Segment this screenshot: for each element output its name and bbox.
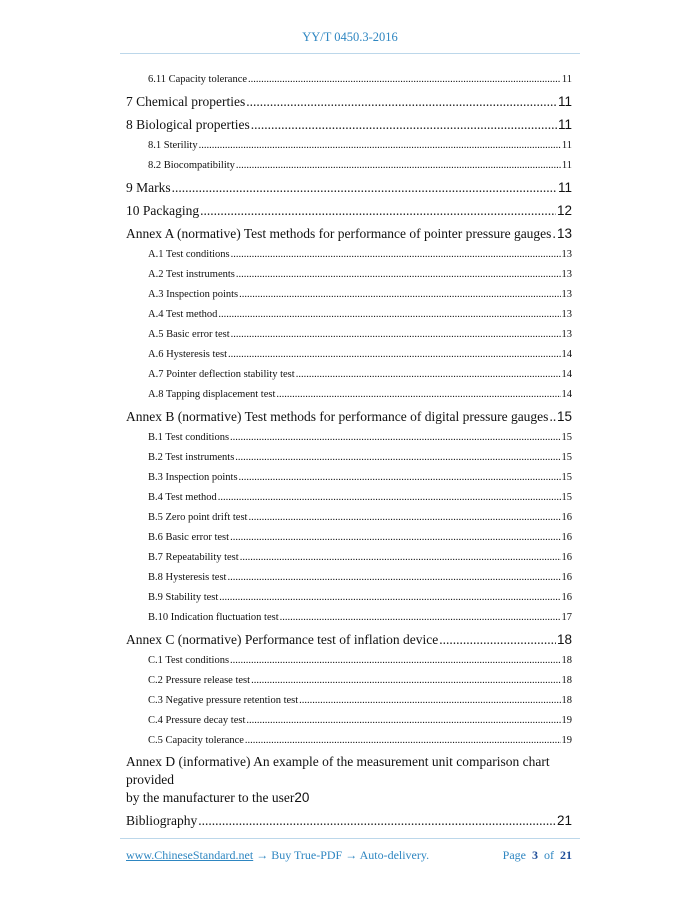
dot-leader bbox=[236, 156, 561, 176]
dot-leader bbox=[246, 711, 560, 731]
toc-entry[interactable] bbox=[126, 508, 572, 528]
toc-entry-page: 16 bbox=[561, 572, 572, 583]
toc-entry[interactable] bbox=[126, 70, 572, 90]
toc-entry-title: B.6 Basic error test bbox=[148, 532, 230, 543]
toc-entry-title: B.3 Inspection points bbox=[148, 472, 238, 483]
toc-entry-title: B.9 Stability test bbox=[148, 592, 219, 603]
dot-leader bbox=[198, 809, 556, 832]
toc-entry-title: 8.1 Sterility bbox=[148, 140, 198, 151]
toc-entry-title: B.1 Test conditions bbox=[148, 432, 230, 443]
toc-entry[interactable] bbox=[126, 548, 572, 568]
footer-divider bbox=[120, 838, 580, 839]
toc-entry[interactable] bbox=[126, 176, 572, 199]
toc-entry-title: A.3 Inspection points bbox=[148, 289, 239, 300]
toc-entry-title: Annex C (normative) Performance test of inflation device bbox=[126, 632, 439, 647]
toc-entry-title: 7 Chemical properties bbox=[126, 94, 246, 109]
toc-entry-title: A.2 Test instruments bbox=[148, 269, 235, 280]
toc-entry[interactable] bbox=[126, 448, 572, 468]
dot-leader bbox=[246, 90, 557, 113]
toc-entry-page: 14 bbox=[561, 369, 572, 380]
toc-entry-page: 16 bbox=[561, 592, 572, 603]
toc-entry[interactable] bbox=[126, 528, 572, 548]
toc-entry[interactable] bbox=[126, 385, 572, 405]
toc-entry-page: 11 bbox=[557, 94, 572, 109]
toc-entry-title: B.5 Zero point drift test bbox=[148, 512, 248, 523]
toc-entry-page: 14 bbox=[561, 389, 572, 400]
dot-leader bbox=[218, 488, 561, 508]
dot-leader bbox=[236, 265, 561, 285]
toc-entry-page: 13 bbox=[561, 329, 572, 340]
toc-entry-title: Bibliography bbox=[126, 813, 198, 828]
toc-entry-title: A.8 Tapping displacement test bbox=[148, 389, 276, 400]
toc-entry-title: A.5 Basic error test bbox=[148, 329, 230, 340]
toc-entry[interactable] bbox=[126, 608, 572, 628]
toc-entry-page: 13 bbox=[561, 249, 572, 260]
toc-entry-page: 13 bbox=[556, 226, 572, 241]
dot-leader bbox=[552, 222, 556, 245]
toc-entry-page: 13 bbox=[561, 269, 572, 280]
toc-entry[interactable] bbox=[126, 136, 572, 156]
footer bbox=[126, 848, 572, 863]
dot-leader bbox=[230, 428, 560, 448]
toc-entry-page: 18 bbox=[561, 655, 572, 666]
toc-entry-page: 19 bbox=[561, 715, 572, 726]
dot-leader bbox=[296, 365, 561, 385]
buy-text: → Buy True-PDF → Auto-delivery. bbox=[253, 848, 430, 862]
toc-entry-page: 13 bbox=[561, 289, 572, 300]
toc-entry-page: 20 bbox=[294, 790, 310, 805]
toc-entry-title: B.10 Indication fluctuation test bbox=[148, 612, 279, 623]
toc-entry-title: B.2 Test instruments bbox=[148, 452, 235, 463]
toc-entry-page: 15 bbox=[561, 452, 572, 463]
toc-entry-page: 11 bbox=[557, 180, 572, 195]
toc-entry-title: Annex A (normative) Test methods for performance of pointer pressure gauges bbox=[126, 226, 552, 241]
toc-entry[interactable] bbox=[126, 199, 572, 222]
toc-entry-title: 8 Biological properties bbox=[126, 117, 250, 132]
toc-entry-title-cont: by the manufacturer to the user bbox=[126, 790, 295, 805]
toc-entry[interactable] bbox=[126, 488, 572, 508]
toc-entry[interactable] bbox=[126, 285, 572, 305]
toc-entry[interactable] bbox=[126, 428, 572, 448]
toc-entry-page: 15 bbox=[561, 432, 572, 443]
dot-leader bbox=[439, 628, 556, 651]
toc-entry[interactable] bbox=[126, 90, 572, 113]
dot-leader bbox=[230, 528, 560, 548]
toc-entry-title: C.3 Negative pressure retention test bbox=[148, 695, 299, 706]
table-of-contents bbox=[126, 70, 572, 832]
toc-entry-page: 19 bbox=[561, 735, 572, 746]
toc-entry[interactable] bbox=[126, 468, 572, 488]
toc-entry-title: 9 Marks bbox=[126, 180, 171, 195]
dot-leader bbox=[219, 588, 560, 608]
toc-entry[interactable] bbox=[126, 305, 572, 325]
toc-entry[interactable] bbox=[126, 405, 572, 428]
toc-entry[interactable] bbox=[126, 568, 572, 588]
dot-leader bbox=[199, 136, 561, 156]
dot-leader bbox=[299, 691, 560, 711]
toc-entry[interactable] bbox=[126, 265, 572, 285]
toc-entry[interactable] bbox=[126, 809, 572, 832]
toc-entry-title: C.1 Test conditions bbox=[148, 655, 230, 666]
toc-entry-title: A.7 Pointer deflection stability test bbox=[148, 369, 295, 380]
toc-entry-title: Annex B (normative) Test methods for performance of digital pressure gauges bbox=[126, 409, 549, 424]
toc-entry-page: 11 bbox=[561, 140, 572, 151]
toc-entry-page: 15 bbox=[556, 409, 572, 424]
dot-leader bbox=[276, 385, 560, 405]
toc-entry-title: A.6 Hysteresis test bbox=[148, 349, 228, 360]
toc-entry-page: 18 bbox=[556, 632, 572, 647]
toc-entry[interactable] bbox=[126, 222, 572, 245]
toc-entry-page: 16 bbox=[561, 532, 572, 543]
toc-entry[interactable] bbox=[126, 365, 572, 385]
toc-entry[interactable] bbox=[126, 113, 572, 136]
toc-entry-title: A.4 Test method bbox=[148, 309, 218, 320]
toc-entry[interactable] bbox=[126, 345, 572, 365]
toc-entry[interactable] bbox=[126, 691, 572, 711]
page-indicator: Page 3 of 21 bbox=[502, 848, 572, 862]
toc-entry-title: C.4 Pressure decay test bbox=[148, 715, 246, 726]
toc-entry-page: 11 bbox=[557, 117, 572, 132]
header-divider bbox=[120, 53, 580, 54]
dot-leader bbox=[251, 671, 560, 691]
toc-entry-page: 16 bbox=[561, 552, 572, 563]
toc-entry-page: 18 bbox=[561, 695, 572, 706]
toc-entry-page: 18 bbox=[561, 675, 572, 686]
toc-entry-title: B.7 Repeatability test bbox=[148, 552, 239, 563]
dot-leader bbox=[245, 731, 561, 751]
dot-leader bbox=[231, 325, 561, 345]
toc-entry[interactable] bbox=[126, 245, 572, 265]
dot-leader bbox=[248, 70, 561, 90]
toc-entry[interactable] bbox=[126, 711, 572, 731]
toc-entry[interactable] bbox=[126, 671, 572, 691]
document-code-header: YY/T 0450.3-2016 bbox=[302, 30, 398, 44]
dot-leader bbox=[228, 345, 560, 365]
dot-leader bbox=[239, 468, 561, 488]
dot-leader bbox=[248, 508, 560, 528]
toc-entry-title: A.1 Test conditions bbox=[148, 249, 230, 260]
dot-leader bbox=[231, 245, 561, 265]
toc-entry-title: 10 Packaging bbox=[126, 203, 200, 218]
toc-entry-page: 15 bbox=[561, 492, 572, 503]
toc-entry-title: B.4 Test method bbox=[148, 492, 217, 503]
dot-leader bbox=[251, 113, 557, 136]
toc-entry[interactable] bbox=[126, 751, 572, 809]
toc-entry-title: 8.2 Biocompatibility bbox=[148, 160, 235, 171]
toc-entry[interactable] bbox=[126, 325, 572, 345]
toc-entry-page: 14 bbox=[561, 349, 572, 360]
dot-leader bbox=[218, 305, 560, 325]
dot-leader bbox=[230, 651, 560, 671]
toc-entry-page: 11 bbox=[561, 74, 572, 85]
dot-leader bbox=[235, 448, 560, 468]
toc-entry-title: C.5 Capacity tolerance bbox=[148, 735, 244, 746]
dot-leader bbox=[172, 176, 557, 199]
toc-entry[interactable] bbox=[126, 156, 572, 176]
toc-entry-page: 17 bbox=[561, 612, 572, 623]
dot-leader bbox=[240, 548, 561, 568]
dot-leader bbox=[200, 199, 556, 222]
toc-entry[interactable] bbox=[126, 628, 572, 651]
dot-leader bbox=[280, 608, 561, 628]
toc-entry-page: 16 bbox=[561, 512, 572, 523]
toc-entry-page: 12 bbox=[556, 203, 572, 218]
dot-leader bbox=[239, 285, 560, 305]
toc-entry-title: Annex D (informative) An example of the measurement unit comparison chart provided bbox=[126, 754, 550, 787]
toc-entry[interactable] bbox=[126, 588, 572, 608]
toc-entry-title: C.2 Pressure release test bbox=[148, 675, 251, 686]
toc-entry-title: 6.11 Capacity tolerance bbox=[148, 74, 248, 85]
toc-entry-page: 21 bbox=[556, 813, 572, 828]
toc-entry-page: 11 bbox=[561, 160, 572, 171]
dot-leader bbox=[227, 568, 560, 588]
toc-entry-title: B.8 Hysteresis test bbox=[148, 572, 227, 583]
toc-entry[interactable] bbox=[126, 731, 572, 751]
toc-entry[interactable] bbox=[126, 651, 572, 671]
website-link[interactable]: www.ChineseStandard.net bbox=[126, 848, 254, 862]
dot-leader bbox=[549, 405, 556, 428]
toc-entry-page: 15 bbox=[561, 472, 572, 483]
toc-entry-page: 13 bbox=[561, 309, 572, 320]
